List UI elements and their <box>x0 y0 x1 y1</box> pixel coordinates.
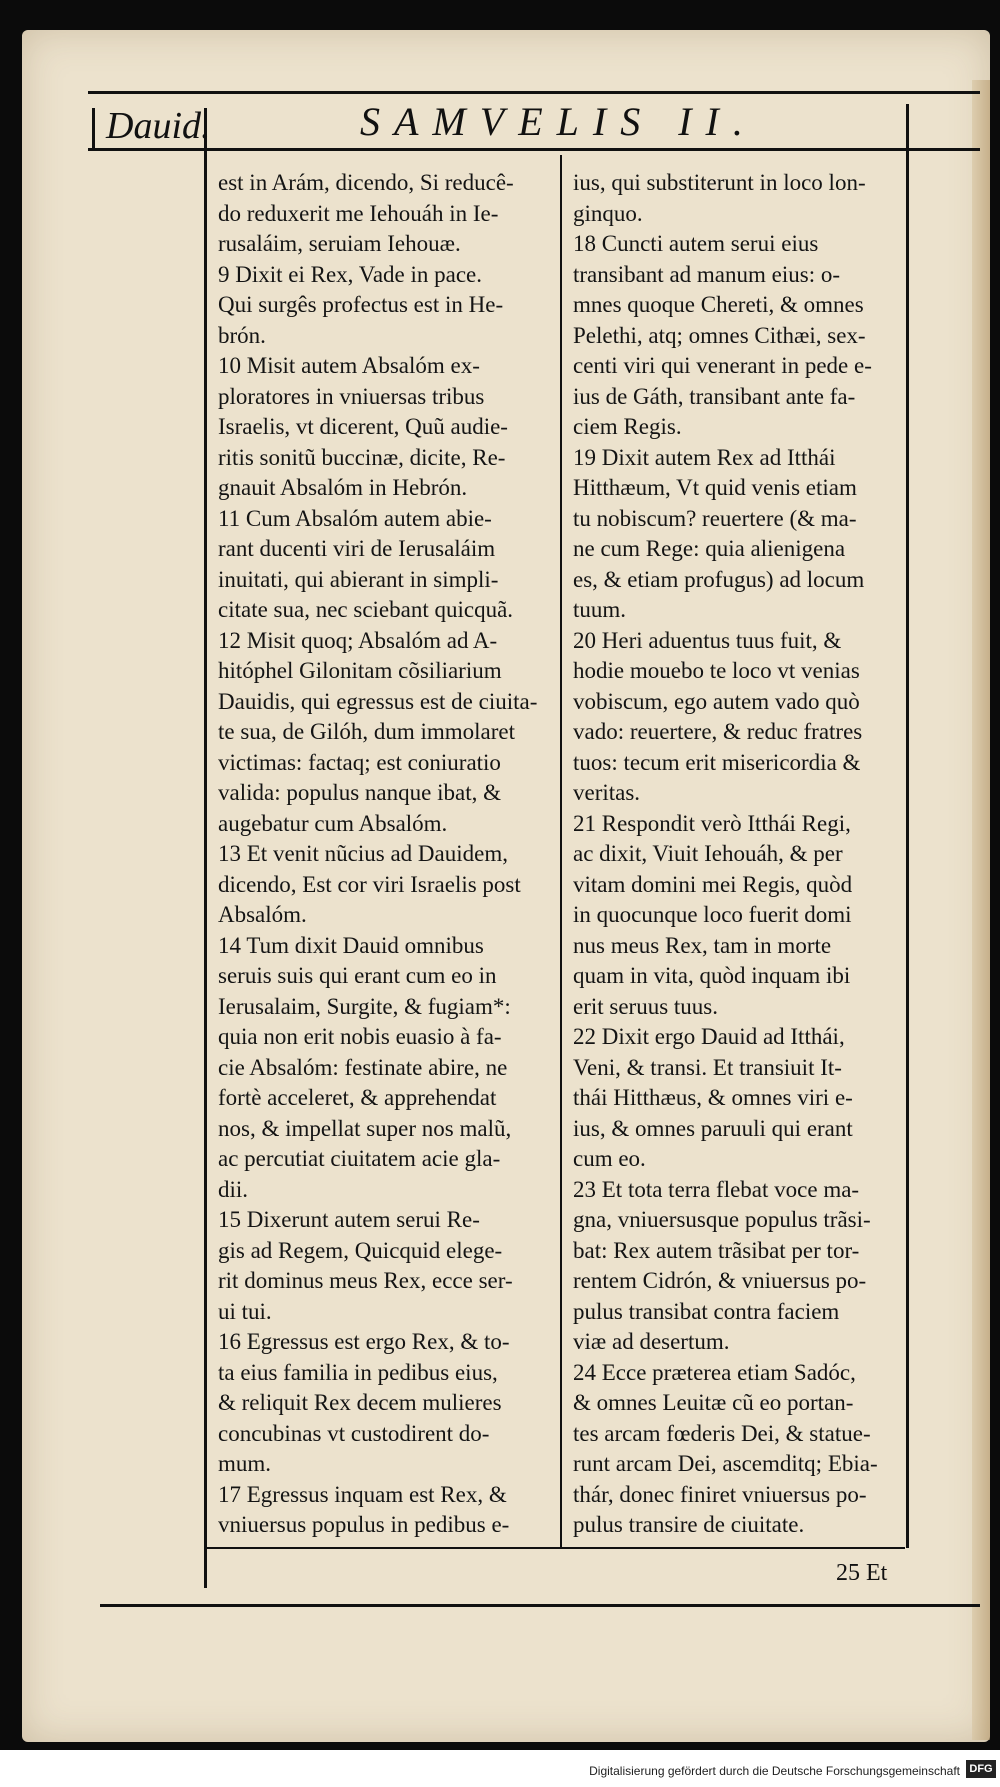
text-line: concubinas vt custodirent do- <box>218 1420 490 1446</box>
column-divider <box>560 155 562 1547</box>
text-line: rant ducenti viri de Ierusaláim <box>218 536 496 561</box>
text-line: ne cum Rege: quia alienigena <box>573 536 846 561</box>
text-line: thár, donec finiret vniuersus po- <box>573 1481 867 1507</box>
text-line: & omnes Leuitæ cũ eo portan- <box>573 1390 854 1415</box>
text-line: augebatur cum Absalóm. <box>218 810 448 836</box>
text-line: rentem Cidrón, & vniuersus po- <box>573 1268 867 1293</box>
text-line: nus meus Rex, tam in morte <box>573 932 832 958</box>
catchword: 25 Et <box>836 1560 888 1586</box>
text-line: es, & etiam profugus) ad locum <box>573 566 865 592</box>
text-line: ac dixit, Viuit Iehouáh, & per <box>573 841 843 866</box>
text-line: pulus transire de ciuitate. <box>573 1512 805 1537</box>
text-line: seruis suis qui erant cum eo in <box>218 963 497 988</box>
text-line: 18 Cuncti autem serui eius <box>573 231 819 256</box>
text-line: brón. <box>218 322 266 348</box>
text-line: do reduxerit me Iehouáh in Ie- <box>218 200 499 226</box>
text-line: rit dominus meus Rex, ecce ser- <box>218 1268 513 1293</box>
text-line: & reliquit Rex decem mulieres <box>218 1390 502 1415</box>
text-line: 21 Respondit verò Itthái Regi, <box>573 810 851 836</box>
text-line: Hitthæum, Vt quid venis etiam <box>573 475 857 500</box>
text-line: Absalóm. <box>218 902 307 927</box>
text-line: centi viri qui venerant in pede e- <box>573 353 872 378</box>
text-line: Qui surgês profectus est in He- <box>218 292 504 317</box>
text-line: erit seruus tuus. <box>573 993 719 1019</box>
text-line: Veni, & transi. Et transiuit It- <box>573 1054 842 1080</box>
text-line: victimas: factaq; est coniuratio <box>218 749 501 775</box>
text-line: mum. <box>218 1451 272 1476</box>
text-line: ta eius familia in pedibus eius, <box>218 1359 498 1385</box>
text-line: ius, qui substiterunt in loco lon- <box>573 170 866 195</box>
text-line: Pelethi, atq; omnes Cithæi, sex- <box>573 322 866 348</box>
dfg-logo: DFG <box>966 1760 996 1778</box>
text-line: hodie mouebo te loco vt venias <box>573 658 860 683</box>
bottom-text-rule <box>205 1547 905 1549</box>
text-line: hitóphel Gilonitam cõsiliarium <box>218 658 502 683</box>
top-rule <box>88 91 980 94</box>
text-line: 24 Ecce præterea etiam Sadóc, <box>573 1359 856 1385</box>
text-line: 22 Dixit ergo Dauid ad Itthái, <box>573 1024 845 1049</box>
header-rule <box>88 148 980 151</box>
text-line: tuum. <box>573 597 627 622</box>
text-line: vitam domini mei Regis, quòd <box>573 871 853 897</box>
text-line: gnauit Absalóm in Hebrón. <box>218 475 468 500</box>
text-line: 16 Egressus est ergo Rex, & to- <box>218 1329 510 1354</box>
text-line: 9 Dixit ei Rex, Vade in pace. <box>218 261 483 287</box>
text-line: thái Hitthæus, & omnes viri e- <box>573 1085 853 1110</box>
text-line: ritis sonitũ buccinæ, dicite, Re- <box>218 444 506 470</box>
text-line: 13 Et venit nũcius ad Dauidem, <box>218 841 508 866</box>
text-line: ploratores in vniuersas tribus <box>218 383 485 409</box>
text-line: pulus transibat contra faciem <box>573 1298 840 1324</box>
text-line: ac percutiat ciuitatem acie gla- <box>218 1146 501 1171</box>
running-head-title: SAMVELIS II. <box>360 99 757 144</box>
text-line: 17 Egressus inquam est Rex, & <box>218 1481 507 1507</box>
digitization-credit: Digitalisierung gefördert durch die Deutsche Forschungsgemeinschaft <box>589 1764 960 1778</box>
text-line: dicendo, Est cor viri Israelis post <box>218 871 521 897</box>
text-line: ginquo. <box>573 200 643 226</box>
text-line: ciem Regis. <box>573 414 682 439</box>
text-line: 14 Tum dixit Dauid omnibus <box>218 932 484 958</box>
text-line: ius, & omnes paruuli qui erant <box>573 1115 853 1141</box>
text-line: tes arcam fœderis Dei, & statue- <box>573 1420 871 1446</box>
text-line: quia non erit nobis euasio à fa- <box>218 1024 502 1049</box>
running-head-name: Dauid. <box>106 105 211 147</box>
right-text-column <box>573 168 901 1541</box>
text-line: tu nobiscum? reuertere (& ma- <box>573 505 857 531</box>
text-line: inuitati, qui abierant in simpli- <box>218 566 499 592</box>
text-line: ui tui. <box>218 1298 272 1324</box>
text-line: rusaláim, seruiam Iehouæ. <box>218 231 461 256</box>
text-line: dii. <box>218 1176 249 1202</box>
text-line: ius de Gáth, transibant ante fa- <box>573 383 856 409</box>
text-line: vobiscum, ego autem vado quò <box>573 688 860 714</box>
text-line: 12 Misit quoq; Absalóm ad A- <box>218 627 498 653</box>
text-line: tuos: tecum erit misericordia & <box>573 749 861 775</box>
text-line: 10 Misit autem Absalóm ex- <box>218 353 480 378</box>
text-line: 19 Dixit autem Rex ad Itthái <box>573 444 836 470</box>
text-line: gna, vniuersusque populus trãsi- <box>573 1207 871 1232</box>
text-line: mnes quoque Chereti, & omnes <box>573 292 864 317</box>
text-line: Dauidis, qui egressus est de ciuita- <box>218 688 538 714</box>
text-line: est in Arám, dicendo, Si reducê- <box>218 170 514 195</box>
text-line: vado: reuertere, & reduc fratres <box>573 719 863 744</box>
text-line: cie Absalóm: festinate abire, ne <box>218 1054 508 1080</box>
text-line: 23 Et tota terra flebat voce ma- <box>573 1176 860 1202</box>
page-edge <box>972 80 990 1740</box>
text-line: cum eo. <box>573 1146 646 1171</box>
text-line: te sua, de Gilóh, dum immolaret <box>218 719 516 744</box>
text-line: valida: populus nanque ibat, & <box>218 780 501 805</box>
text-line: in quocunque loco fuerit domi <box>573 902 852 927</box>
text-line: quam in vita, quòd inquam ibi <box>573 963 851 988</box>
left-text-column <box>218 168 553 1541</box>
right-column-rule <box>906 104 909 1548</box>
text-line: 15 Dixerunt autem serui Re- <box>218 1207 480 1232</box>
text-line: veritas. <box>573 780 641 805</box>
text-line: 20 Heri aduentus tuus fuit, & <box>573 627 842 653</box>
text-line: citate sua, nec sciebant quicquã. <box>218 597 514 622</box>
text-line: gis ad Regem, Quicquid elege- <box>218 1237 503 1263</box>
text-line: transibant ad manum eius: o- <box>573 261 840 287</box>
left-column-rule <box>204 108 207 1588</box>
text-line: vniuersus populus in pedibus e- <box>218 1512 510 1537</box>
text-line: Ierusalaim, Surgite, & fugiam*: <box>218 993 511 1019</box>
text-line: runt arcam Dei, ascemditq; Ebia- <box>573 1451 878 1476</box>
text-line: fortè acceleret, & apprehendat <box>218 1085 497 1110</box>
text-line: 11 Cum Absalóm autem abie- <box>218 505 492 531</box>
text-line: nos, & impellat super nos malũ, <box>218 1115 512 1141</box>
text-line: viæ ad desertum. <box>573 1329 730 1354</box>
lower-rule <box>100 1604 980 1607</box>
text-line: bat: Rex autem trãsibat per tor- <box>573 1237 860 1263</box>
text-line: Israelis, vt dicerent, Quũ audie- <box>218 414 508 439</box>
left-margin-rule <box>92 108 95 150</box>
